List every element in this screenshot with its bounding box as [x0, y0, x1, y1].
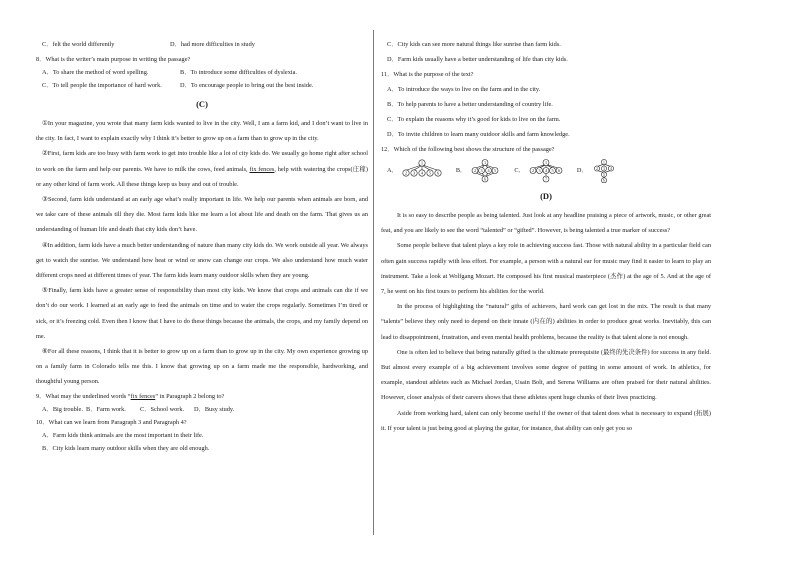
structure-option-b — [456, 159, 501, 183]
column-divider — [373, 30, 374, 535]
passage-d-paragraph-4: One is often led to believe that being naturally gifted is the ultimate prerequisite (最终的先决条件) for success in any field. But almost every example of a big achievement involves some degree of putting in some amount of work. In athletics, for example, standout athletes such as Michael Jordan, Usain Bolt, and Serena Williams are often praised for their natural abilities. However, closer analysis of their careers shows that these athletes spent huge chunks of their lives practicing. — [381, 348, 711, 402]
structure-option-c — [514, 159, 563, 183]
q10-option-a: A．Farm kids think animals are the most important in their life. — [42, 431, 204, 439]
q11-option-d: D．To invite children to learn many outdoor skills and farm knowledge. — [387, 131, 570, 138]
option-d: D．had more difficulties in study — [170, 41, 255, 48]
svg-text:6: 6 — [602, 178, 605, 183]
svg-text:2: 2 — [595, 166, 598, 171]
option-label: A． — [387, 167, 398, 174]
svg-text:3: 3 — [412, 170, 415, 176]
q8-options-ab — [36, 69, 368, 77]
option-c: C．School work. — [140, 405, 185, 413]
option-b: B．To introduce some difficulties of dyslexia. — [180, 69, 297, 76]
right-column — [381, 38, 711, 436]
q7-options-cd — [36, 41, 368, 49]
svg-text:5: 5 — [551, 168, 554, 173]
q10-option-c: C．City kids can see more natural things like sunrise than farm kids. — [387, 41, 561, 48]
option-b: B．Farm work. — [86, 405, 126, 413]
structure-option-a — [387, 159, 442, 183]
question-9 — [36, 393, 368, 401]
option-d: D．Busy study. — [194, 405, 235, 413]
option-c: C．To tell people the importance of hard work. — [42, 82, 162, 89]
question-text: 9．What may the underlined words “ — [36, 392, 131, 400]
q10-option-b: B．City kids learn many outdoor skills when they are old enough. — [42, 444, 210, 452]
passage-c-paragraph-1: ①In your magazine, you wrote that many farm kids wanted to live in the city. Well, I am a farm kid, and I don’t want to live in the city. In fact, I want to explain exactly why I think it’s better to grow up on a farm than to grow up in the city. — [36, 120, 368, 143]
q9-options — [36, 406, 368, 414]
svg-text:4: 4 — [487, 168, 490, 173]
passage-d-paragraph-3: In the process of highlighting the “natural” gifts of achievers, hard work can get lost in the mix. The result is that many “talents” believe they only need to depend on their innate (内在的) abilities in order to produce great works. Inevitably, this can lead to disappointment, frustration, and even mental health problems, because the reality is that talent alone is not enough. — [381, 303, 711, 341]
passage-d-paragraph-1: It is so easy to describe people as being talented. Just look at any headline praising a piece of artwork, music, or other great feat, and you are likely to see the word “talented” or “gifted”. However, is being talented a true marker of success? — [381, 212, 711, 235]
svg-text:1: 1 — [544, 160, 547, 165]
svg-text:5: 5 — [494, 168, 497, 173]
paragraph-text: , help with watering the crops(庄稼) or any other kind of farm work. All these things keep us busy and out of trouble. — [36, 165, 369, 188]
passage-c-paragraph-2 — [36, 146, 368, 192]
option-a: A．Big trouble. — [42, 405, 83, 413]
svg-text:3: 3 — [480, 168, 483, 173]
svg-text:5: 5 — [428, 170, 431, 176]
option-a: A．To share the method of word spelling. — [42, 69, 149, 76]
q11-option-c: C．To explain the reasons why it’s good for kids to live on the farm. — [387, 116, 561, 123]
svg-text:7: 7 — [544, 176, 547, 182]
svg-text:6: 6 — [436, 170, 439, 176]
question-11: 11．What is the purpose of the text? — [381, 71, 474, 78]
svg-text:4: 4 — [609, 166, 612, 171]
option-d: D．To encourage people to bring out the best inside. — [180, 82, 314, 89]
option-label: D． — [576, 167, 588, 174]
svg-text:4: 4 — [420, 170, 423, 176]
svg-text:1: 1 — [602, 160, 605, 165]
structure-diagram-c — [529, 159, 563, 183]
section-c-heading: (C) — [196, 99, 208, 109]
passage-d-paragraph-2: Some people believe that talent plays a key role in achieving success fast. Those with natural ability in a particular field can often gain success rapidly with less effort. For example, a person with a natural ear for music may find it easier to learn to play an instrument. Take a look at Wolfgang Mozart. He composed his first musical masterpiece (杰作) at the age of 5. And at the age of 7, he went on his first tours to perform his abilities for the world. — [381, 242, 711, 296]
question-12: 12．Which of the following best shows the structure of the passage? — [381, 146, 555, 153]
passage-c-paragraph-6: ⑥For all these reasons, I think that it is better to grow up on a farm than to grow up in the city. My own experience growing up on a family farm in Colorado tells me this. I know that growing up on a farm made me the responsible, hardworking, and thoughtful young person. — [36, 348, 368, 386]
q8-options-cd — [36, 82, 368, 90]
passage-c-paragraph-5: ⑤Finally, farm kids have a greater sense of responsibility than most city kids. We know that crops and animals can die if we don’t do our work. I learned at an early age to feed the animals on time and to water the crops regularly. Sometimes I’m tired or sick, or it’s freezing cold. Even then I know that I have to do these things because the animals, the crops, and my family depend on me. — [36, 287, 368, 340]
svg-text:2: 2 — [474, 168, 477, 173]
svg-text:4: 4 — [544, 168, 547, 173]
option-label: B． — [455, 167, 467, 174]
q11-option-a: A．To introduce the ways to live on the farm and in the city. — [387, 86, 541, 93]
structure-diagram-b — [470, 159, 500, 183]
svg-text:2: 2 — [404, 170, 407, 176]
svg-text:1: 1 — [420, 160, 423, 166]
passage-c-paragraph-4: ④In addition, farm kids have a much better understanding of nature than many city kids do. We work outside all year. We always get to watch the sunrise. We understand how heat or wind or snow can change our crops. We also understand how much water different crops need at different times of year. The farm kids learn many outdoor skills when they are young. — [36, 241, 368, 280]
left-column — [36, 38, 368, 453]
section-d-heading: (D) — [540, 191, 552, 201]
option-c: C．felt the world differently — [42, 41, 115, 48]
question-8: 8．What is the writer’s main purpose in writing the passage? — [36, 56, 191, 63]
svg-text:2: 2 — [531, 168, 534, 173]
svg-text:3: 3 — [538, 168, 541, 173]
svg-text:6: 6 — [557, 168, 560, 173]
q10-option-d: D．Farm kids usually have a better understanding of life than city kids. — [387, 56, 568, 63]
paragraph-text: ②First, farm kids are too busy with farm work to get into trouble like a lot of city kids do. We usually go home right after school to work on the farm and help our parents. We have to milk the cows, feed animals, — [36, 150, 368, 173]
structure-option-d — [577, 159, 616, 183]
structure-options — [387, 158, 711, 184]
svg-text:6: 6 — [484, 176, 487, 182]
question-text: ” in Paragraph 2 belong to? — [155, 392, 225, 400]
q11-option-b: B．To help parents to have a better understanding of country life. — [387, 101, 553, 108]
passage-c-paragraph-3: ③Second, farm kids understand at an early age what’s really important in life. We help our parents when animals are born, and we take care of these animals till they die. Most farm kids like me learn a lot about life and death on the farm. That gives us an understanding of human life and death that city kids don’t have. — [36, 196, 368, 234]
structure-diagram-a — [402, 159, 442, 183]
svg-text:3: 3 — [602, 166, 605, 171]
svg-text:5: 5 — [602, 172, 605, 177]
underlined-words: fix fences — [130, 392, 156, 400]
option-label: C． — [514, 167, 525, 174]
underlined-words: fix fences — [249, 165, 275, 173]
question-10: 10．What can we learn from Paragraph 3 and Paragraph 4? — [36, 418, 187, 426]
svg-text:1: 1 — [484, 160, 487, 165]
structure-diagram-d — [592, 159, 616, 183]
passage-d-paragraph-5: Aside from working hard, talent can only become useful if the owner of that talent does what is necessary to expand (拓展) it. If your talent is just being good at playing the guitar, for instance, that ability can only get you so — [381, 409, 711, 432]
